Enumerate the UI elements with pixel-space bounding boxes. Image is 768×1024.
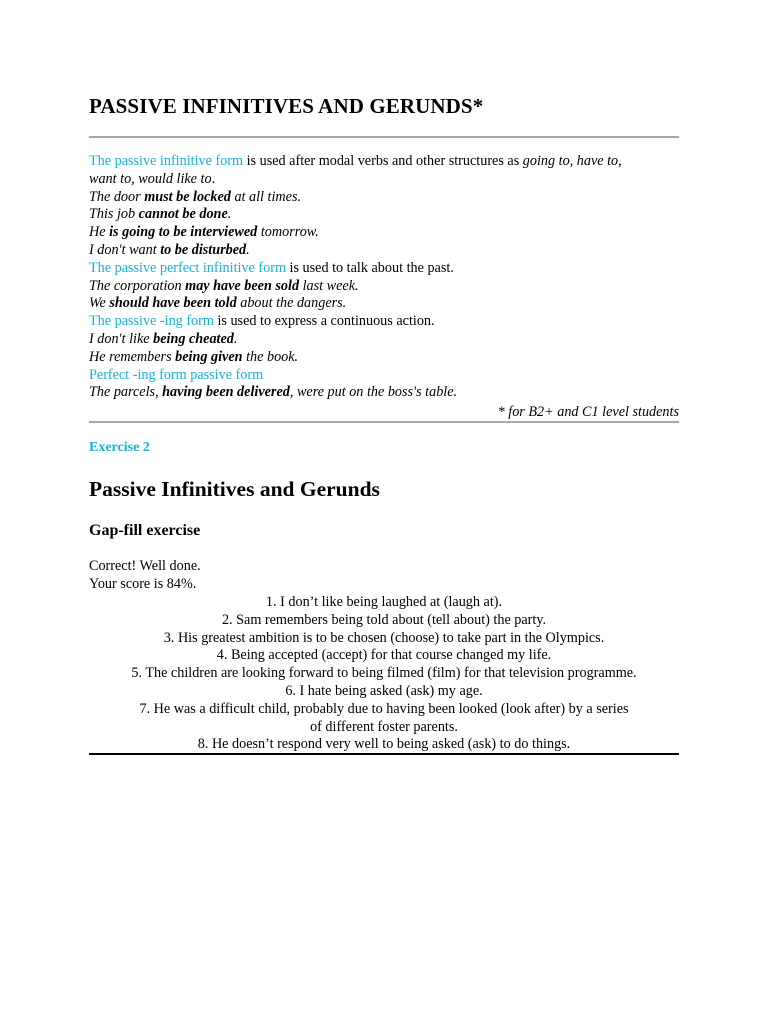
answer-item: 2. Sam remembers being told about (tell about) the party.	[221, 611, 547, 628]
rule-heading: Perfect -ing form passive form	[89, 366, 264, 383]
title-divider	[89, 136, 679, 138]
grammar-explanation	[89, 153, 679, 402]
text-run: tomorrow.	[257, 224, 319, 241]
text-run: want to, would like to	[89, 170, 212, 187]
text-run: is used after modal verbs and other structures as	[243, 153, 523, 169]
example-highlight: being given	[175, 348, 243, 365]
rule-heading: The passive perfect infinitive form	[89, 259, 286, 276]
grammar-line	[89, 153, 679, 171]
grammar-line	[89, 278, 679, 296]
grammar-line	[89, 189, 679, 207]
score-text: Your score is 84%.	[89, 575, 197, 592]
grammar-line	[89, 367, 679, 385]
exercise-title: Passive Infinitives and Gerunds	[89, 477, 380, 501]
grammar-line	[89, 171, 679, 189]
example-highlight: cannot be done	[138, 206, 228, 223]
answer-item: 3. His greatest ambition is to be chosen (choose) to take part in the Olympics.	[163, 629, 605, 646]
grammar-line	[89, 384, 679, 402]
text-run: is used to express a continuous action.	[213, 313, 435, 330]
text-run: , were put on the boss's table.	[289, 384, 458, 401]
grammar-line	[89, 242, 679, 260]
text-run: The parcels,	[89, 384, 163, 401]
grammar-line	[89, 206, 679, 224]
text-run: at all times.	[230, 188, 302, 205]
rule-heading: The passive -ing form	[89, 313, 214, 330]
grammar-line	[89, 313, 679, 331]
level-footnote: * for B2+ and C1 level students	[497, 404, 679, 420]
answer-item: 8. He doesn’t respond very well to being asked (ask) to do things.	[197, 736, 571, 753]
grammar-line	[89, 260, 679, 278]
answer-item: 6. I hate being asked (ask) my age.	[285, 682, 483, 699]
text-run: .	[233, 330, 238, 347]
grammar-line	[89, 295, 679, 313]
text-run: about the dangers.	[236, 295, 347, 312]
text-run: .	[227, 206, 232, 223]
page-title: PASSIVE INFINITIVES AND GERUNDS*	[89, 94, 484, 118]
example-highlight: may have been sold	[185, 277, 300, 294]
text-run: is used to talk about the past.	[285, 259, 454, 276]
text-run: last week.	[299, 277, 359, 294]
text-run: The corporation	[89, 277, 186, 294]
text-run: He	[89, 224, 110, 241]
text-run: I don't want	[89, 241, 161, 258]
feedback-text: Correct! Well done.	[89, 558, 201, 574]
text-run: This job	[89, 206, 139, 223]
result-block	[89, 558, 201, 594]
grammar-line	[89, 349, 679, 367]
grammar-line	[89, 224, 679, 242]
exercise-number: Exercise 2	[89, 440, 150, 455]
answer-item: 1. I don’t like being laughed at (laugh at).	[265, 594, 503, 610]
text-run: The door	[89, 188, 145, 205]
example-highlight: being cheated	[153, 330, 234, 347]
text-run: We	[89, 295, 110, 312]
answer-item: 5. The children are looking forward to being filmed (film) for that television programme.	[131, 665, 637, 682]
answer-item: 7. He was a difficult child, probably due to having been looked (look after) by a series of different foster parents.	[139, 700, 629, 735]
text-run: He remembers	[89, 348, 176, 365]
rule-heading: The passive infinitive form	[89, 153, 244, 169]
example-highlight: having been delivered	[162, 384, 290, 401]
answer-list	[89, 594, 679, 754]
text-run: the book.	[242, 348, 299, 365]
example-highlight: must be locked	[144, 188, 231, 205]
text-run: I don't like	[89, 330, 154, 347]
text-run: .	[246, 241, 250, 258]
text-run: .	[211, 170, 216, 187]
example-highlight: to be disturbed	[160, 241, 247, 258]
bottom-divider	[89, 753, 679, 755]
example-highlight: should have been told	[109, 295, 237, 312]
grammar-line	[89, 331, 679, 349]
answer-item: 4. Being accepted (accept) for that course changed my life.	[216, 647, 552, 664]
section-divider	[89, 421, 679, 423]
text-run: going to, have to,	[522, 153, 622, 169]
exercise-subtitle: Gap-fill exercise	[89, 522, 201, 539]
example-highlight: is going to be interviewed	[109, 224, 258, 241]
